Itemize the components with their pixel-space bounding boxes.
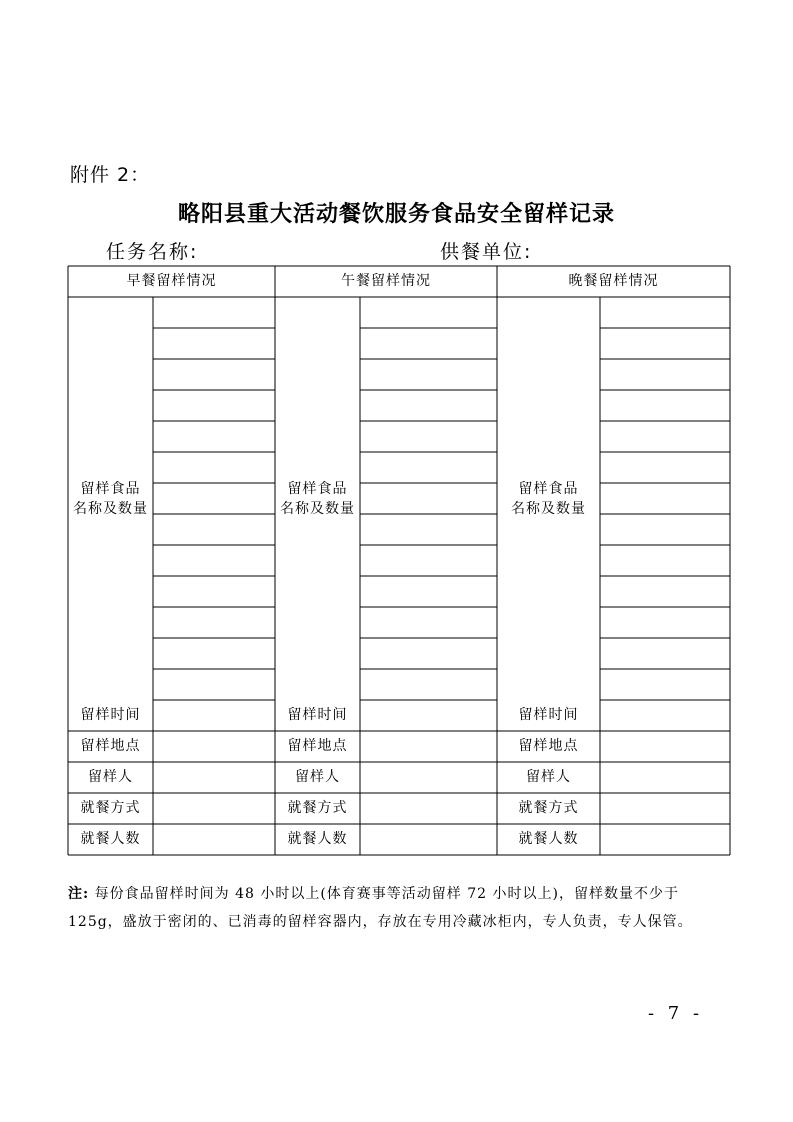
meal-header: 午餐留样情况 [341,273,431,289]
meal-header: 晚餐留样情况 [568,273,659,289]
page-number: - 7 - [648,1003,704,1024]
food-label-line2: 名称及数量 [73,500,148,517]
info-row-label: 留样时间 [80,707,141,723]
info-row-label: 留样时间 [518,707,579,723]
page-title: 略阳县重大活动餐饮服务食品安全留样记录 [177,201,615,227]
info-row-label: 就餐方式 [287,800,348,816]
info-row-label: 留样人 [88,769,133,785]
food-label-line1: 留样食品 [80,480,141,497]
food-label-line1: 留样食品 [287,480,348,497]
food-label-line2: 名称及数量 [280,500,355,517]
info-row-label: 留样地点 [287,738,348,754]
info-row-label: 就餐方式 [80,800,141,816]
info-row-label: 就餐方式 [518,800,579,816]
food-label-line1: 留样食品 [518,480,579,497]
info-row-label: 留样时间 [287,707,348,723]
info-row-label: 留样地点 [518,738,579,754]
info-row-label: 留样人 [526,769,571,785]
note-label: 注: [68,886,90,902]
food-label-line2: 名称及数量 [511,500,586,517]
note [68,880,730,936]
task-name-label: 任务名称: [106,241,199,263]
info-row-label: 就餐人数 [287,831,348,847]
attachment-label: 附件 2： [70,164,151,186]
info-row-label: 留样人 [295,769,340,785]
note-text: 每份食品留样时间为 48 小时以上(体育赛事等活动留样 72 小时以上)，留样数量不少于 125g，盛放于密闭的、已消毒的留样容器内，存放在专用冷藏冰柜内，专人负责，专人保管。 [68,886,693,930]
meal-header: 早餐留样情况 [126,273,217,289]
info-row-label: 就餐人数 [518,831,579,847]
info-row-label: 就餐人数 [80,831,141,847]
supplier-label: 供餐单位: [440,241,533,263]
info-row-label: 留样地点 [80,738,141,754]
